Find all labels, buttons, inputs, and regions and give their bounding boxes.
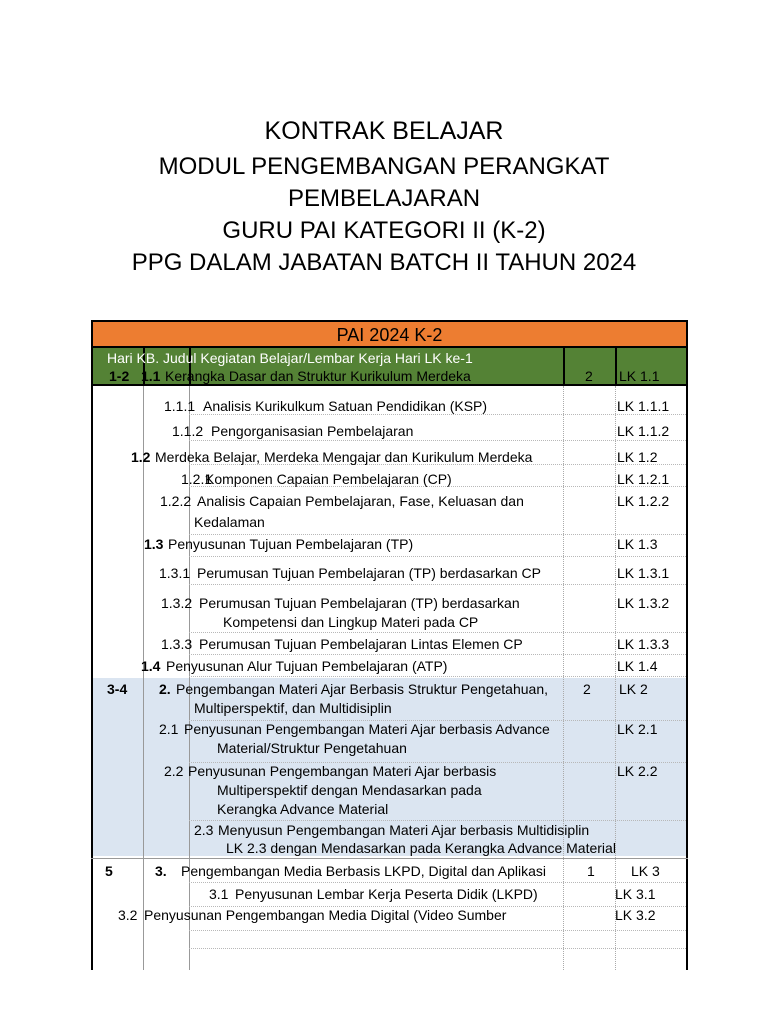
row-kb: 1.3.3 — [161, 636, 193, 652]
row-lk: LK 3 — [631, 863, 660, 879]
doc-subtitle-3: GURU PAI KATEGORI II (K-2) — [222, 217, 546, 244]
row-lk: LK 1.1.1 — [617, 398, 670, 414]
row-lk: LK 1.3.2 — [617, 595, 670, 611]
row-judul: Kerangka Dasar dan Struktur Kurikulum Merdeka — [165, 368, 471, 384]
row-lk: LK 1.3.1 — [617, 565, 670, 581]
row-judul-cont: Material/Struktur Pengetahuan — [217, 740, 407, 756]
row-judul: Perumusan Tujuan Pembelajaran (TP) berdasarkan — [199, 595, 520, 611]
doc-subtitle-1: MODUL PENGEMBANGAN PERANGKAT — [158, 153, 610, 180]
row-lk: LK 1.4 — [617, 658, 658, 674]
row-judul: Penyusunan Pengembangan Materi Ajar berbasis — [188, 763, 497, 779]
row-judul: Pengembangan Materi Ajar Berbasis Struktur Pengetahuan, — [176, 681, 549, 697]
row-kb: 2.2 — [164, 763, 184, 779]
row-lk: LK 1.2 — [617, 449, 658, 465]
row-kb: 1.2 — [131, 449, 151, 465]
row-kb: 1.2.2 — [160, 493, 192, 509]
row-kb: 2.1 — [159, 721, 179, 737]
row-kb: 2.3 — [194, 822, 214, 838]
row-judul: Penyusunan Alur Tujuan Pembelajaran (ATP) — [166, 658, 448, 674]
row-judul: Merdeka Belajar, Merdeka Mengajar dan Kurikulum Merdeka — [155, 449, 533, 465]
row-lk: LK 1.1.2 — [617, 423, 670, 439]
row-lk: LK 1.1 — [619, 368, 660, 384]
row-judul-cont: Kedalaman — [194, 514, 265, 530]
row-judul: Analisis Capaian Pembelajaran, Fase, Keluasan dan — [197, 493, 524, 509]
row-lk: LK 2.2 — [617, 763, 658, 779]
row-kb: 2. — [159, 681, 171, 697]
learning-contract-table — [91, 320, 688, 970]
row-kb: 1.3.2 — [161, 595, 193, 611]
col-divider — [143, 386, 144, 970]
row-lk: LK 2 — [619, 681, 648, 697]
row-judul-cont: Kerangka Advance Material — [217, 801, 389, 817]
doc-title: KONTRAK BELAJAR — [264, 117, 504, 145]
row-judul-cont: Kompetensi dan Lingkup Materi pada CP — [223, 614, 479, 630]
column-headers: Hari KB. Judul Kegiatan Belajar/Lembar Kerja Hari LK ke-1 — [107, 350, 473, 366]
row-lk: LK 2.1 — [617, 721, 658, 737]
table-heading: PAI 2024 K-2 — [91, 320, 688, 348]
row-lk: LK 1.3 — [617, 536, 658, 552]
doc-subtitle-4: PPG DALAM JABATAN BATCH II TAHUN 2024 — [131, 249, 637, 276]
table-border-left — [91, 386, 93, 970]
row-lk: LK 1.2.2 — [617, 493, 670, 509]
row-judul: Menyusun Pengembangan Materi Ajar berbasis Multidisiplin — [218, 822, 590, 838]
row-hari-count: 1 — [587, 863, 595, 879]
table-border-right — [686, 386, 688, 970]
row-judul-cont: LK 2.3 dengan Mendasarkan pada Kerangka Advance Material — [226, 840, 616, 856]
row-hari: 5 — [105, 863, 113, 879]
row-kb: 3. — [155, 863, 167, 879]
row-kb: 1.1.2 — [172, 423, 204, 439]
row-judul: Perumusan Tujuan Pembelajaran Lintas Elemen CP — [199, 636, 523, 652]
row-lk: LK 1.2.1 — [617, 471, 670, 487]
row-judul-cont: Multiperspektif, dan Multidisiplin — [194, 700, 392, 716]
row-kb: 3.2 — [118, 907, 138, 923]
row-judul: Pengembangan Media Berbasis LKPD, Digital dan Aplikasi — [181, 863, 546, 879]
row-judul: Analisis Kurikulkum Satuan Pendidikan (KSP) — [203, 398, 488, 414]
row-lk: LK 1.3.3 — [617, 636, 670, 652]
row-judul: Penyusunan Tujuan Pembelajaran (TP) — [168, 536, 414, 552]
row-judul: Penyusunan Lembar Kerja Peserta Didik (LKPD) — [235, 886, 538, 902]
row-hari-count: 2 — [583, 681, 591, 697]
row-kb: 1.3.1 — [159, 565, 191, 581]
row-lk: LK 3.1 — [615, 886, 656, 902]
row-judul-cont: Multiperspektif dengan Mendasarkan pada — [217, 782, 482, 798]
doc-subtitle-2: PEMBELAJARAN — [287, 185, 481, 212]
row-judul: Pengorganisasian Pembelajaran — [211, 423, 414, 439]
row-kb: 1.4 — [141, 658, 161, 674]
row-lk: LK 3.2 — [615, 907, 656, 923]
row-kb: 1.3 — [144, 536, 164, 552]
row-hari-count: 2 — [585, 368, 593, 384]
row-judul: Penyusunan Pengembangan Materi Ajar berbasis Advance — [184, 721, 550, 737]
row-kb: 3.1 — [209, 886, 229, 902]
row-judul: Komponen Capaian Pembelajaran (CP) — [205, 471, 452, 487]
row-judul: Penyusunan Pengembangan Media Digital (Video Sumber — [144, 907, 507, 923]
row-kb: 1.1.1 — [164, 398, 196, 414]
row-kb: 1.1 — [141, 368, 161, 384]
table-subheader — [91, 348, 688, 386]
row-kb: 1.2.1 — [181, 471, 213, 487]
row-judul: Perumusan Tujuan Pembelajaran (TP) berdasarkan CP — [197, 565, 541, 581]
row-hari: 1-2 — [109, 368, 130, 384]
row-hari: 3-4 — [107, 681, 128, 697]
